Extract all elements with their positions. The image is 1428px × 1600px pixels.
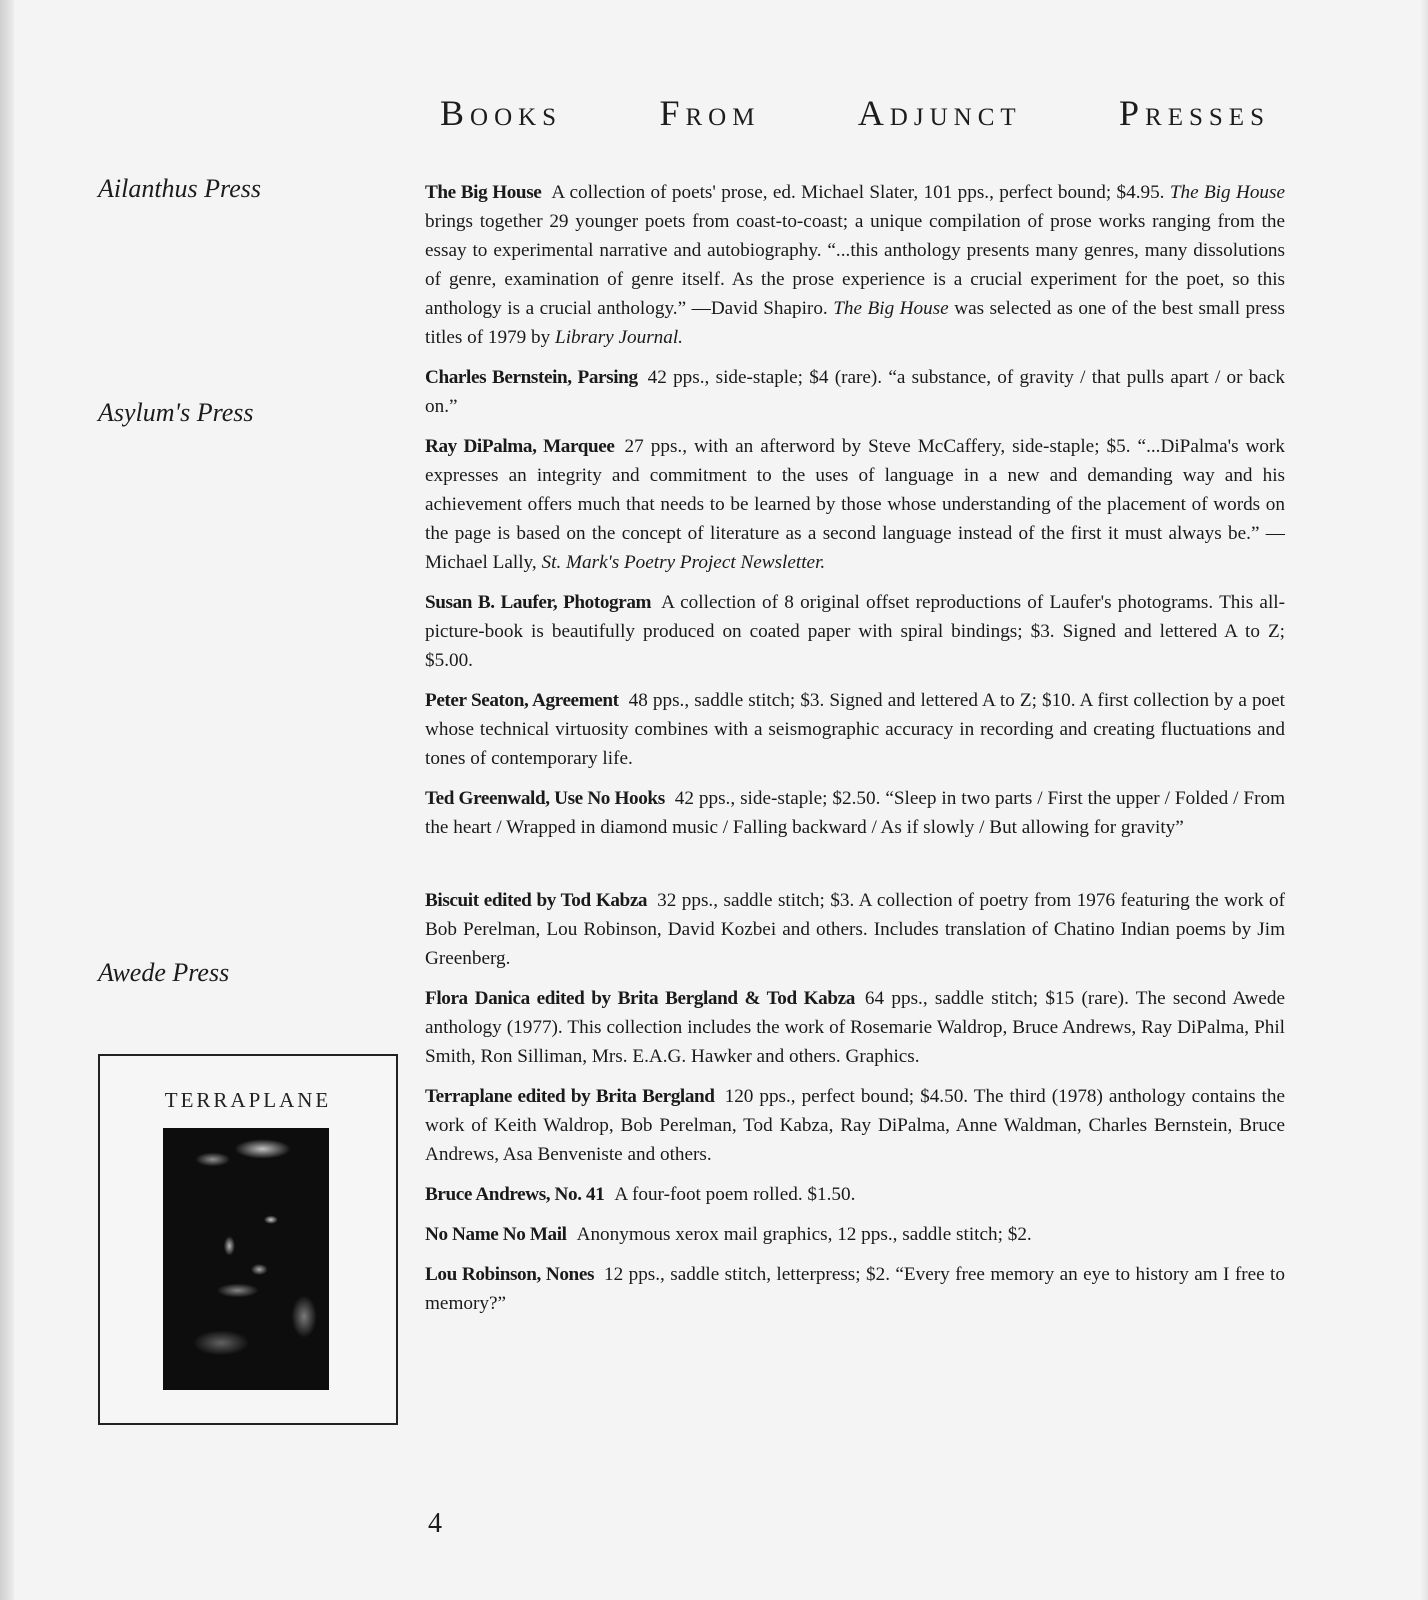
- entry-title: Ray DiPalma, Marquee: [425, 436, 615, 457]
- press-label-awede: Awede Press: [98, 958, 230, 987]
- catalog-entry: [425, 1180, 1285, 1209]
- title-word: Adjunct: [857, 93, 1022, 133]
- catalog-entry: [425, 432, 1285, 577]
- entry-title: Lou Robinson, Nones: [425, 1264, 595, 1285]
- entry-title: Charles Bernstein, Parsing: [425, 367, 638, 388]
- cover-title: TERRAPLANE: [164, 1088, 332, 1112]
- page-number: 4: [428, 1508, 442, 1539]
- catalog-entry: [425, 178, 1285, 352]
- catalog-entry: [425, 1082, 1285, 1169]
- entry-title: Flora Danica edited by Brita Bergland & Tod Kabza: [425, 988, 855, 1009]
- entry-text: A four-foot poem rolled. $1.50.: [614, 1184, 856, 1205]
- catalog-entry: [425, 984, 1285, 1071]
- entry-text: 27 pps., with an afterword by Steve McCaffery, side-staple; $5. “...DiPalma's work expresses an integrity and commitment to the uses of language in a new and demanding way and his achievement offers much that needs to be learned by those whose understanding of the placement of words on the page is based on the concept of literature as a second language instead of the first it must always be.” —Michael Lally,: [425, 436, 1285, 573]
- entry-text: 120 pps., perfect bound; $4.50. The third (1978) anthology contains the work of Keith Waldrop, Bob Perelman, Tod Kabza, Ray DiPalma, Anne Waldman, Charles Bernstein, Bruce Andrews, Asa Benveniste and others.: [425, 1086, 1285, 1165]
- page-edge-shadow-right: [1420, 0, 1428, 1600]
- press-label-asylums: Asylum's Press: [98, 398, 254, 427]
- page-edge-shadow: [0, 0, 14, 1600]
- entry-text: 48 pps., saddle stitch; $3. Signed and lettered A to Z; $10. A first collection by a poet whose technical virtuosity combines with a seismographic accuracy in recording and creating fluctuations and tones of contemporary life.: [425, 690, 1285, 769]
- title-word: Books: [440, 93, 563, 133]
- entry-title: Biscuit edited by Tod Kabza: [425, 890, 648, 911]
- cover-photo-image: [163, 1128, 329, 1390]
- entry-text: 42 pps., side-staple; $4 (rare). “a substance, of gravity / that pulls apart / or back on.”: [425, 367, 1285, 417]
- catalog-entry: [425, 784, 1285, 842]
- entry-title: The Big House: [425, 182, 542, 203]
- terraplane-cover-illustration: [98, 1054, 398, 1425]
- catalog-entries: [425, 178, 1285, 1329]
- catalog-entry: [425, 886, 1285, 973]
- entry-title: Ted Greenwald, Use No Hooks: [425, 788, 665, 809]
- catalog-entry: [425, 588, 1285, 675]
- entry-text: A collection of 8 original offset reproductions of Laufer's photograms. This all-picture-book is beautifully produced on coated paper with spiral bindings; $3. Signed and lettered A to Z; $5.00.: [425, 592, 1285, 671]
- press-label-ailanthus: Ailanthus Press: [98, 174, 261, 203]
- entry-italic-text: St. Mark's Poetry Project Newsletter.: [541, 552, 826, 573]
- entry-title: Terraplane edited by Brita Bergland: [425, 1086, 715, 1107]
- entry-italic-text: Library Journal.: [555, 327, 683, 348]
- entry-title: Bruce Andrews, No. 41: [425, 1184, 605, 1205]
- entry-text: was selected as one of the best small press titles of 1979 by: [425, 298, 1285, 348]
- entry-text: 64 pps., saddle stitch; $15 (rare). The second Awede anthology (1977). This collection includes the work of Rosemarie Waldrop, Bruce Andrews, Ray DiPalma, Phil Smith, Ron Silliman, Mrs. E.A.G. Hawker and others. Graphics.: [425, 988, 1286, 1067]
- entry-text: brings together 29 younger poets from coast-to-coast; a unique compilation of prose works ranging from the essay to experimental narrative and autobiography. “...this anthology presents many genres, many dissolutions of genre, examination of genre itself. As the prose experience is a crucial experiment for the poet, so this anthology is a crucial anthology.” —David Shapiro.: [425, 211, 1285, 319]
- catalog-entry: [425, 1260, 1285, 1318]
- entry-text: Anonymous xerox mail graphics, 12 pps., saddle stitch; $2.: [576, 1224, 1032, 1245]
- catalog-entry: [425, 1220, 1285, 1249]
- title-word: Presses: [1119, 93, 1270, 133]
- catalog-entry: [425, 363, 1285, 421]
- entry-text: 42 pps., side-staple; $2.50. “Sleep in two parts / First the upper / Folded / From the heart / Wrapped in diamond music / Falling backward / As if slowly / But allowing for gravity”: [425, 788, 1285, 838]
- entry-title: Susan B. Laufer, Photogram: [425, 592, 652, 613]
- page-title: [440, 92, 1270, 134]
- title-word: From: [659, 93, 761, 133]
- entry-title: No Name No Mail: [425, 1224, 567, 1245]
- entry-text: 12 pps., saddle stitch, letterpress; $2. “Every free memory an eye to history am I free to memory?”: [425, 1264, 1285, 1314]
- catalog-entry: [425, 686, 1285, 773]
- entry-italic-text: The Big House: [833, 298, 949, 319]
- entry-text: 32 pps., saddle stitch; $3. A collection of poetry from 1976 featuring the work of Bob Perelman, Lou Robinson, David Kozbei and others. Includes translation of Chatino Indian poems by Jim Greenberg.: [425, 890, 1285, 969]
- entry-title: Peter Seaton, Agreement: [425, 690, 619, 711]
- entry-text: A collection of poets' prose, ed. Michael Slater, 101 pps., perfect bound; $4.95.: [551, 182, 1170, 203]
- entry-italic-text: The Big House: [1169, 182, 1285, 203]
